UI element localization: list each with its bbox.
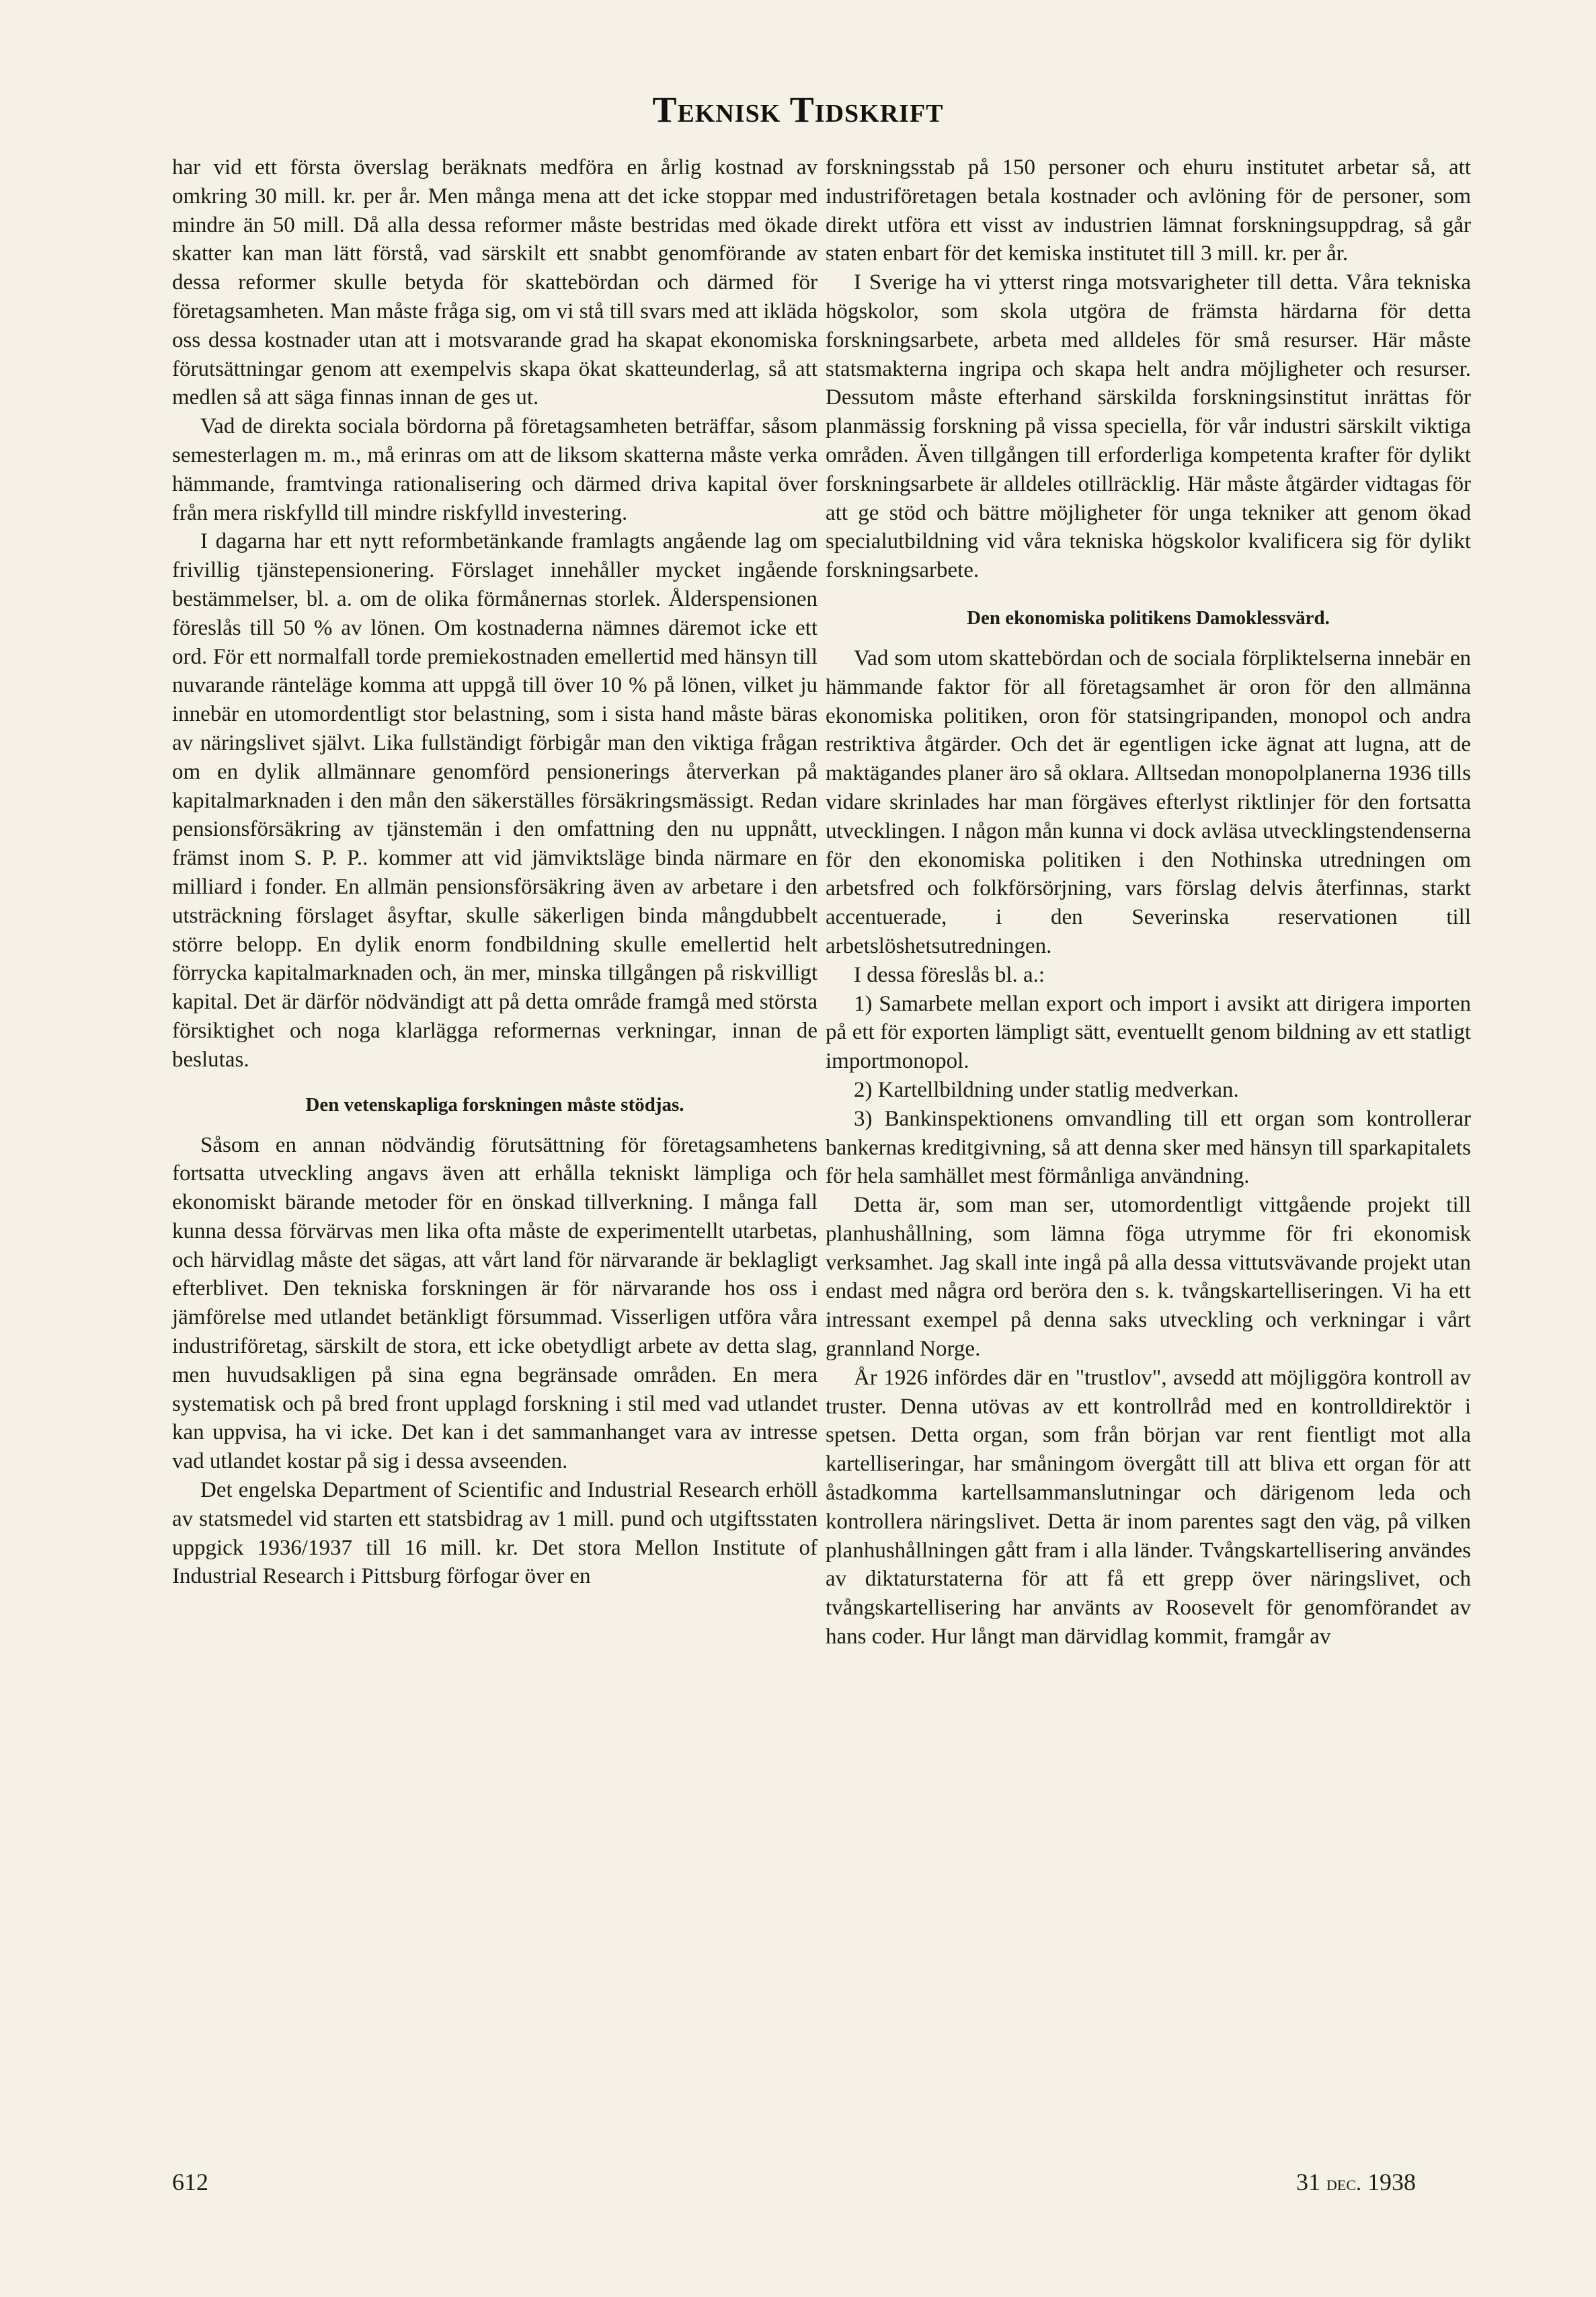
issue-date-day: 31: [1296, 2169, 1320, 2195]
body-paragraph: har vid ett första överslag beräknats medföra en årlig kostnad av omkring 30 mill. kr. per år. Men många mena att det icke stoppar med mindre än 50 mill. Då alla dessa reformer måste bestridas med ökade skatter kan man lätt förstå, vad särskilt ett snabbt genomförande av dessa reformer skulle betyda för skattebördan och därmed för företagsamheten. Man måste fråga sig, om vi stå till svars med att ikläda oss dessa kostnader utan att i motsvarande grad ha skapat ekonomiska förutsättningar genom att exempelvis skapa ökat skatteunderlag, så att medlen så att säga finnas innan de ges ut.: [172, 155, 817, 410]
section-heading: Den ekonomiska politikens Damoklessvärd.: [967, 607, 1330, 629]
body-paragraph: Detta är, som man ser, utomordentligt vittgående projekt till planhushållning, som lämna föga utrymme för fri ekonomisk verksamhet. Jag skall inte ingå på alla dessa vittutsvävande projekt utan endast med några ord beröra den s. k. tvångskartelliseringen. Vi ha ett intressant exempel på denna saks utveckling och verkningar i vårt grannland Norge.: [826, 1193, 1471, 1362]
body-paragraph: I dagarna har ett nytt reformbetänkande framlagts angående lag om frivillig tjänstepensionering. Förslaget innehåller mycket ingående bestämmelser, bl. a. om de olika förmånernas storlek. Ålderspensionen föreslås till 50 % av lönen. Om kostnaderna nämnes däremot icke ett ord. För ett normalfall torde premiekostnaden emellertid med hänsyn till nuvarande ränteläge komma att uppgå till över 10 % på lönen, vilket ju innebär en utomordentligt stor belastning, som i sista hand måste bäras av näringslivet självt. Lika fullständigt förbigår man den viktiga frågan om en dylik allmännare genomförd pensionerings återverkan på kapitalmarknaden i den mån den säkerställes försäkringsmässigt. Redan pensionsförsäkring av tjänstemän i den omfattning den nu uppnått, främst inom S. P. P.. kommer att vid jämviktsläge binda närmare en milliard i fonder. En allmän pensionsförsäkring även av arbetare i den utsträckning förslaget åsyftar, skulle säkerligen binda mångdubbelt större belopp. En dylik enorm fondbildning skulle emellertid helt förrycka kapitalmarknaden och, än mer, minska tillgången på riskvilligt kapital. Det är därför nödvändigt att på detta område framgå med största försiktighet och noga klarlägga reformernas verkningar, innan de beslutas.: [172, 529, 817, 1072]
issue-date: [1296, 2168, 1416, 2196]
section-heading: Den vetenskapliga forskningen måste stödjas.: [305, 1093, 684, 1116]
issue-date-month: dec.: [1326, 2171, 1361, 2195]
body-paragraph: Vad de direkta sociala bördorna på företagsamheten beträffar, såsom semesterlagen m. m., må erinras om att de liksom skatterna måste verka hämmande, framtvinga rationalisering och därmed driva kapital över från mera riskfylld till mindre riskfylld investering.: [172, 414, 817, 525]
right-column: [826, 153, 1471, 1651]
page-number: 612: [172, 2169, 208, 2195]
journal-masthead: Teknisk Tidskrift: [652, 89, 944, 130]
issue-date-year: 1938: [1367, 2169, 1416, 2195]
body-paragraph: Vad som utom skattebördan och de sociala förpliktelserna innebär en hämmande faktor för all företagsamhet är oron för den allmänna ekonomiska politiken, oron för statsingripanden, monopol och andra restriktiva åtgärder. Och det är egentligen icke ägnat att lugna, att de maktägandes planer äro så oklara. Alltsedan monopolplanerna 1936 tills vidare skrinlades har man förgäves efterlyst riktlinjer för den fortsatta utvecklingen. I någon mån kunna vi dock avläsa utvecklingstendenserna för den ekonomiska politiken i den Nothinska utredningen om arbetsfred och folkförsörjning, vars förslag delvis återfinnas, starkt accentuerade, i den Severinska reservationen till arbetslöshetsutredningen.: [826, 646, 1471, 958]
body-paragraph: forskningsstab på 150 personer och ehuru institutet arbetar så, att industriföretagen betala kostnader och avlöning för de personer, som direkt utföra ett visst av industrien lämnat forskningsuppdrag, så går staten enbart för det kemiska institutet till 3 mill. kr. per år.: [826, 155, 1471, 266]
list-item: 3) Bankinspektionens omvandling till ett organ som kontrollerar bankernas kreditgivning, så att denna sker med hänsyn till sparkapitalets för hela samhället mest förmånliga användning.: [826, 1106, 1471, 1189]
body-paragraph: I Sverige ha vi ytterst ringa motsvarigheter till detta. Våra tekniska högskolor, som skola utgöra de främsta härdarna för detta forskningsarbete, arbeta med alldeles för små resurser. Här måste statsmakterna ingripa och skapa helt andra möjligheter och resurser. Dessutom måste efterhand särskilda forskningsinstitut inrättas för planmässig forskning på vissa speciella, för vår industri särskilt viktiga områden. Även tillgången till erforderliga kompetenta krafter för dylikt forskningsarbete är alldeles otillräcklig. Här måste åtgärder vidtagas för att ge stöd och bättre möjligheter för unga tekniker att genom ökad specialutbildning vid våra tekniska högskolor kvalificera sig för dylikt forskningsarbete.: [826, 270, 1471, 583]
body-paragraph: Det engelska Department of Scientific and Industrial Research erhöll av statsmedel vid starten ett statsbidrag av 1 mill. pund och utgiftsstaten uppgick 1936/1937 till 16 mill. kr. Det stora Mellon Institute of Industrial Research i Pittsburg förfogar över en: [172, 1478, 817, 1589]
body-paragraph: I dessa föreslås bl. a.:: [854, 962, 1045, 987]
list-item: 2) Kartellbildning under statlig medverkan.: [854, 1077, 1239, 1102]
list-item: 1) Samarbete mellan export och import i avsikt att dirigera importen på ett för exporten lämpligt sätt, eventuellt genom bildning av ett statligt importmonopol.: [826, 991, 1471, 1074]
left-column: [172, 153, 817, 1591]
body-paragraph: Såsom en annan nödvändig förutsättning för företagsamhetens fortsatta utveckling angavs även att erhålla tekniskt lämpliga och ekonomiskt bärande metoder för en önskad tillverkning. I många fall kunna dessa förvärvas men lika ofta måste de experimentellt utarbetas, och härvidlag måste det sägas, att vårt land för närvarande är beklagligt efterblivet. Den tekniska forskningen är för närvarande hos oss i jämförelse med utlandet betänkligt försummad. Visserligen utföra våra industriföretag, särskilt de stora, ett icke obetydligt arbete av detta slag, men huvudsakligen på sina egna begränsade områden. En mera systematisk och på bred front upplagd forskning i stil med vad utlandet kan uppvisa, ha vi icke. Det kan i det sammanhanget vara av intresse vad utlandet kostar på sig i dessa avseenden.: [172, 1132, 817, 1474]
body-paragraph: År 1926 infördes där en "trustlov", avsedd att möjliggöra kontroll av truster. Denna utövas av ett kontrollråd med en kontrolldirektör i spetsen. Detta organ, som från början var rent fientligt mot alla kartelliseringar, har småningom övergått till att bliva ett organ för att åstadkomma kartellsammanslutningar och därigenom leda och kontrollera näringslivet. Detta är inom parentes sagt den väg, på vilken planhushållningen gått fram i alla länder. Tvångskartellisering användes av diktaturstaterna för att få ett grepp över näringslivet, och tvångskartellisering har använts av Roosevelt för genomförandet av hans coder. Hur långt man därvidlag kommit, framgår av: [826, 1365, 1471, 1649]
